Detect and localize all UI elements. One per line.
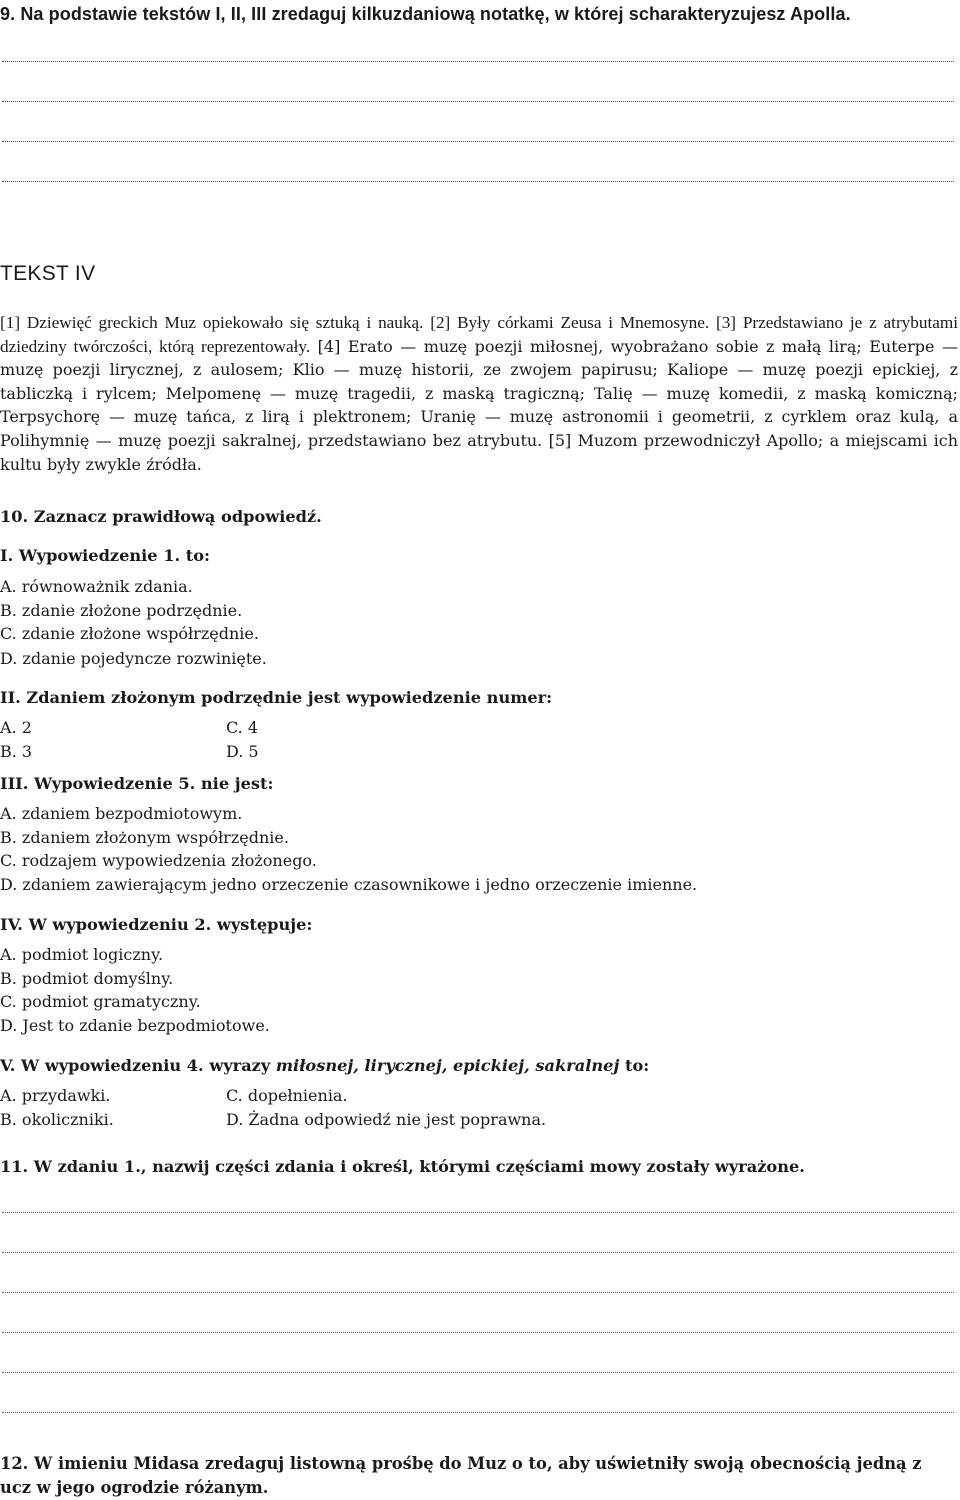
option-v-d[interactable]: D. Żadna odpowiedź nie jest poprawna.: [226, 1110, 547, 1129]
option-iii-c[interactable]: C. rodzajem wypowiedzenia złożonego.: [0, 851, 317, 870]
passage-lead: [1] Dziewięć greckich Muz opiekowało się sztuką i nauką. [2] Były córkami Zeusa i Mnemosyne. [3] Przedstawiano je z atrybutami dziedziny twórczości, którą reprezentowały.: [0, 313, 958, 356]
question-10-iii-heading: III. Wypowiedzenie 5. nie jest:: [0, 774, 274, 793]
option-iii-b[interactable]: B. zdaniem złożonym współrzędnie.: [0, 828, 289, 847]
question-10-ii-heading: II. Zdaniem złożonym podrzędnie jest wypowiedzenie numer:: [0, 688, 553, 707]
question-12: 12. W imieniu Midasa zredaguj listowną prośbę do Muz o to, aby uświetniły swoją obecnością jedną z ucz w jego ogrodzie różanym.: [0, 1454, 922, 1497]
question-10-i-heading: I. Wypowiedzenie 1. to:: [0, 546, 211, 565]
option-ii-b[interactable]: B. 3: [0, 742, 33, 761]
option-iv-d[interactable]: D. Jest to zdanie bezpodmiotowe.: [0, 1016, 270, 1035]
passage-body: [4] Erato — muzę poezji miłosnej, wyobrażano sobie z małą lirą; Euterpe — muzę poezji lirycznej, z aulosem; Klio — muzę historii, ze zwojem papirusu; Kaliope — muzę poezji epickiej, z tabliczką i rylcem; Melpomenę — muzę tragedii, z maską tragiczną; Talię — muzę komedii, z maską komiczną; Terpsychorę — muzę tańca, z lirą i plektronem; Uranię — muzę astronomii i geometrii, z cyrklem oraz kulą, a Polihymnię — muzę poezji sakralnej, przedstawiano bez atrybutu. [5] Muzom przewodniczył Apollo; a miejscami ich kultu były zwykle źródła.: [0, 336, 958, 474]
option-iv-c[interactable]: C. podmiot gramatyczny.: [0, 992, 201, 1011]
answer-line[interactable]: [2, 1412, 954, 1413]
option-i-a[interactable]: A. równoważnik zdania.: [0, 577, 193, 596]
option-ii-d[interactable]: D. 5: [226, 742, 259, 761]
text-iv-passage: [0, 311, 958, 476]
option-ii-a[interactable]: A. 2: [0, 718, 32, 737]
option-v-c[interactable]: C. dopełnienia.: [226, 1086, 348, 1105]
answer-line[interactable]: [2, 101, 954, 102]
question-10-v-heading-post: to:: [619, 1056, 650, 1075]
option-v-b[interactable]: B. okoliczniki.: [0, 1110, 114, 1129]
question-10-v-heading-pre: V. W wypowiedzeniu 4. wyrazy: [0, 1056, 276, 1075]
answer-line[interactable]: [2, 1252, 954, 1253]
question-10-iv-heading: IV. W wypowiedzeniu 2. występuje:: [0, 915, 313, 934]
question-9: 9. Na podstawie tekstów I, II, III zredaguj kilkuzdaniową notatkę, w której scharakteryzujesz Apolla.: [0, 4, 851, 24]
option-v-a[interactable]: A. przydawki.: [0, 1086, 111, 1105]
option-ii-c[interactable]: C. 4: [226, 718, 259, 737]
option-iii-a[interactable]: A. zdaniem bezpodmiotowym.: [0, 804, 243, 823]
answer-line[interactable]: [2, 1372, 954, 1373]
text-iv-title: TEKST IV: [0, 262, 96, 285]
answer-line[interactable]: [2, 1212, 954, 1213]
question-10-heading: 10. Zaznacz prawidłową odpowiedź.: [0, 507, 322, 526]
option-i-d[interactable]: D. zdanie pojedyncze rozwinięte.: [0, 649, 267, 668]
option-i-c[interactable]: C. zdanie złożone współrzędnie.: [0, 624, 259, 643]
question-10-v-heading: [0, 1056, 649, 1075]
answer-line[interactable]: [2, 141, 954, 142]
answer-line[interactable]: [2, 181, 954, 182]
answer-line[interactable]: [2, 1332, 954, 1333]
answer-line[interactable]: [2, 1292, 954, 1293]
option-iv-b[interactable]: B. podmiot domyślny.: [0, 969, 174, 988]
option-i-b[interactable]: B. zdanie złożone podrzędnie.: [0, 601, 243, 620]
question-10-v-heading-words: miłosnej, lirycznej, epickiej, sakralnej: [275, 1056, 620, 1075]
question-11-heading: 11. W zdaniu 1., nazwij części zdania i określ, którymi częściami mowy zostały wyrażone.: [0, 1157, 805, 1176]
option-iii-d[interactable]: D. zdaniem zawierającym jedno orzeczenie czasownikowe i jedno orzeczenie imienne.: [0, 875, 698, 894]
option-iv-a[interactable]: A. podmiot logiczny.: [0, 945, 164, 964]
answer-line[interactable]: [2, 61, 954, 62]
